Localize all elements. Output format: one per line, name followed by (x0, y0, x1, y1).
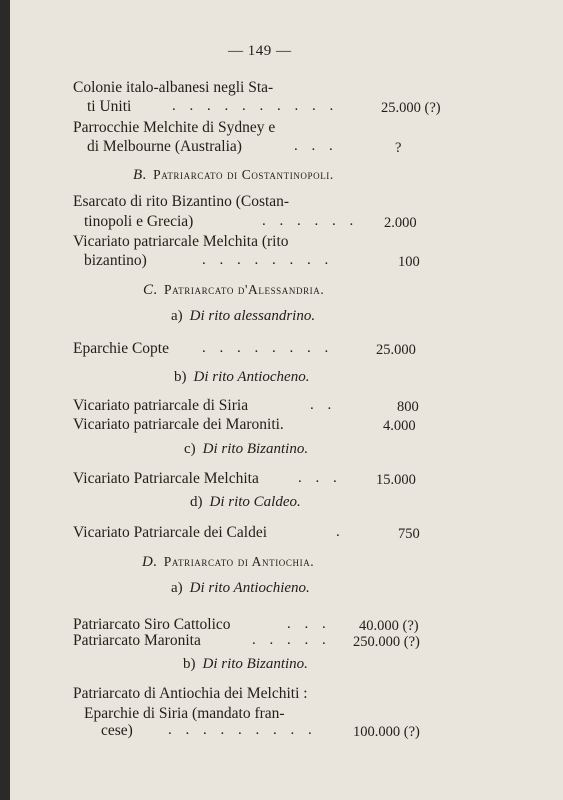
leader-dots: . . . . . . . . (202, 340, 334, 356)
rite-subheading (171, 580, 310, 597)
leader-dots: . (336, 524, 345, 540)
subheading-prefix: b) (183, 656, 196, 672)
leader-dots: . . (310, 397, 337, 413)
entry-value: 800 (397, 399, 419, 415)
section-heading (142, 554, 314, 571)
section-title: Patriarcato d'Alessandria. (163, 282, 325, 297)
entry-text: Eparchie Copte (73, 340, 169, 357)
section-title: Patriarcato di Costantinopoli. (153, 167, 334, 182)
entry-text: Patriarcato di Antiochia dei Melchiti : (73, 685, 308, 702)
subheading-title: Di rito Antiochieno. (189, 580, 310, 596)
rite-subheading (174, 369, 309, 386)
leader-dots: . . . . . . (262, 213, 359, 229)
entry-text: Vicariato patriarcale dei Maroniti. (73, 416, 284, 433)
entry-text: Patriarcato Maronita (73, 632, 201, 649)
leader-dots: . . . . . . . . (202, 252, 334, 268)
leader-dots: . . . . . . . . . (168, 722, 317, 738)
entry-text: Vicariato patriarcale di Siria (73, 397, 249, 414)
entry-value: 2.000 (384, 215, 417, 231)
entry-value: 25.000 (376, 342, 416, 358)
entry-text: Eparchie di Siria (mandato fran- (84, 705, 285, 722)
entry-text: Vicariato patriarcale Melchita (rito (73, 233, 289, 250)
entry-value: ? (395, 140, 402, 156)
rite-subheading (190, 494, 301, 511)
section-heading (133, 167, 334, 184)
entry-value: 15.000 (376, 472, 416, 488)
entry-text: Parrocchie Melchite di Sydney e (73, 119, 276, 136)
leader-dots: . . . (287, 616, 331, 632)
entry-text: Vicariato Patriarcale dei Caldei (73, 524, 268, 541)
entry-text: Esarcato di rito Bizantino (Costan- (73, 193, 290, 210)
leader-dots: . . . . . . . . . . (172, 98, 339, 114)
rite-subheading (183, 656, 308, 673)
subheading-prefix: d) (190, 494, 203, 510)
entry-value: 25.000 (?) (381, 100, 441, 116)
rite-subheading (171, 308, 315, 325)
entry-value: 250.000 (?) (353, 634, 420, 650)
subheading-title: Di rito Antiocheno. (193, 369, 310, 385)
entry-value: 40.000 (?) (359, 618, 419, 634)
entry-text: ti Uniti (87, 98, 132, 115)
subheading-title: Di rito Bizantino. (202, 656, 308, 672)
subheading-prefix: a) (171, 580, 183, 596)
entry-text: tinopoli e Grecia) (84, 213, 194, 230)
entry-value: 750 (398, 526, 420, 542)
entry-text: bizantino) (84, 252, 147, 269)
page-number: — 149 — (228, 43, 292, 59)
section-letter: D. (142, 554, 158, 570)
entry-value: 100.000 (?) (353, 724, 420, 740)
entry-value: 100 (398, 254, 420, 270)
subheading-title: Di rito Bizantino. (202, 441, 309, 457)
subheading-prefix: a) (171, 308, 183, 324)
section-letter: C. (143, 282, 158, 298)
section-letter: B. (133, 167, 148, 183)
entry-value: 4.000 (383, 418, 416, 434)
leader-dots: . . . (298, 470, 342, 486)
section-title: Patriarcato di Antiochia. (163, 554, 315, 569)
leader-dots: . . . (294, 138, 338, 154)
entry-text: Colonie italo-albanesi negli Sta- (73, 79, 274, 96)
subheading-title: Di rito Caldeo. (209, 494, 301, 510)
entry-text: di Melbourne (Australia) (87, 138, 242, 155)
section-heading (143, 282, 324, 299)
subheading-prefix: b) (174, 369, 187, 385)
entry-text: Vicariato Patriarcale Melchita (73, 470, 259, 487)
leader-dots: . . . . . (252, 632, 331, 648)
book-page (10, 0, 563, 800)
rite-subheading (184, 441, 308, 458)
entry-text: Patriarcato Siro Cattolico (73, 616, 231, 633)
subheading-prefix: c) (184, 441, 196, 457)
entry-text: cese) (101, 722, 133, 739)
subheading-title: Di rito alessandrino. (189, 308, 316, 324)
